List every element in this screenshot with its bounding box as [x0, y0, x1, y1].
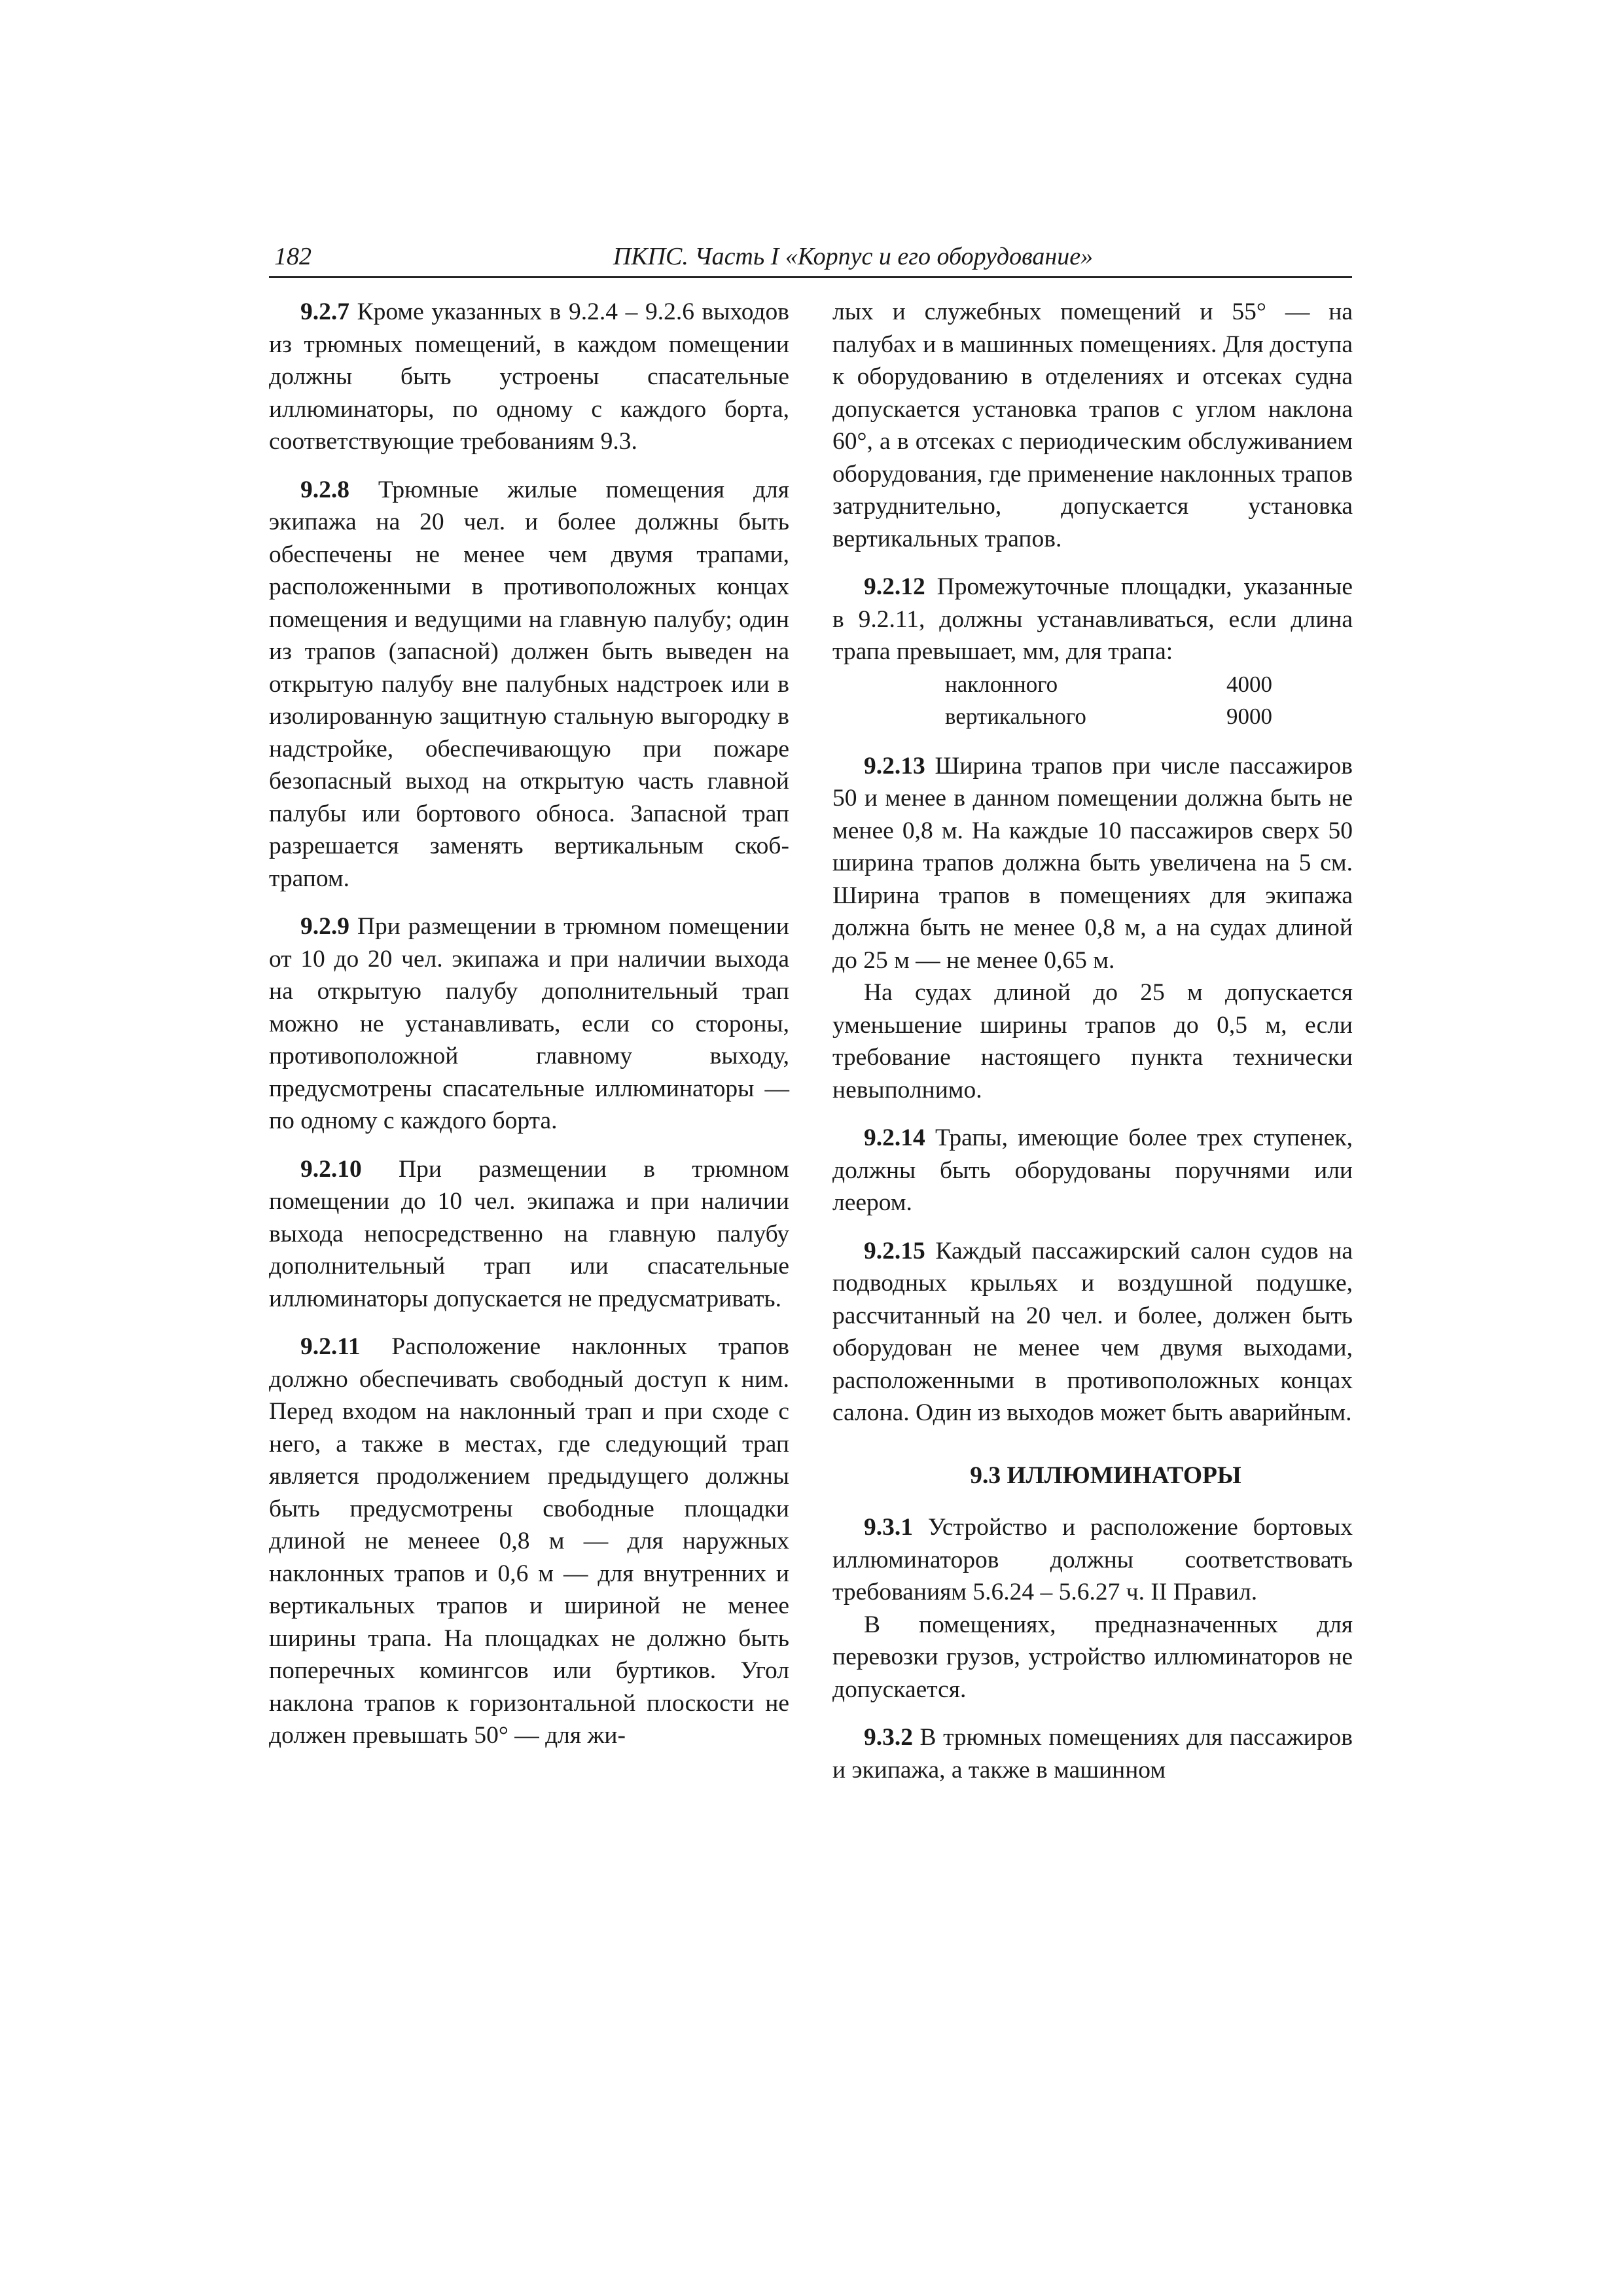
clause-text: Каждый пассажирский салон судов на подводных крыльях и воздушной подушке, рассчитанный на 20 чел. и более, должен быть оборудован не менее чем двумя выходами, расположенными в противоположных концах салона. Один из выходов может быть аварийным.: [832, 1237, 1353, 1426]
paragraph-9-2-8: [269, 474, 789, 895]
paragraph-9-2-12: [832, 571, 1353, 668]
running-title: ПКПС. Часть I «Корпус и его оборудование»: [613, 243, 1094, 270]
clause-number: 9.2.12: [864, 573, 925, 600]
table-row: [832, 700, 1272, 733]
clause-number: 9.2.7: [300, 298, 349, 325]
trap-type: вертикального: [945, 704, 1086, 729]
page-number: 182: [274, 243, 312, 270]
right-column: [832, 296, 1353, 1802]
clause-text: Промежуточные площадки, указанные в 9.2.11, должны устанавливаться, если длина трапа превышает, мм, для трапа:: [832, 573, 1353, 665]
left-column: [269, 296, 789, 1768]
clause-number: 9.2.11: [300, 1333, 361, 1360]
clause-text: Кроме указанных в 9.2.4 – 9.2.6 выходов из трюмных помещений, в каждом помещении должны быть устроены спасательные иллюминаторы, по одному с каждого борта, соответствующие требованиям 9.3.: [269, 298, 789, 455]
trap-length: 4000: [1226, 671, 1272, 697]
trap-length-table: [832, 668, 1272, 733]
clause-number: 9.2.9: [300, 913, 349, 940]
paragraph-9-2-7: [269, 296, 789, 458]
clause-text: Ширина трапов при числе пассажиров 50 и менее в данном помещении должна быть не менее 0,8 м. На каждые 10 пассажиров сверх 50 ширина трапов должна быть увеличена на 5 см. Ширина трапов в помещениях для экипажа должна быть не менее 0,8 м, а на судах длиной до 25 м — не менее 0,65 м.: [832, 752, 1353, 974]
trap-type: наклонного: [945, 671, 1058, 697]
paragraph-9-2-13-b: На судах длиной до 25 м допускается уменьшение ширины трапов до 0,5 м, если требование настоящего пункта технически невыполнимо.: [832, 979, 1353, 1103]
clause-number: 9.2.14: [864, 1124, 925, 1151]
paragraph-9-3-2: [832, 1721, 1353, 1786]
clause-number: 9.3.2: [864, 1724, 913, 1751]
clause-number: 9.2.8: [300, 476, 349, 503]
paragraph-9-2-11: [269, 1331, 789, 1752]
paragraph-9-2-14: [832, 1122, 1353, 1219]
table-row: [832, 668, 1272, 701]
clause-text: Расположение наклонных трапов должно обеспечивать свободный доступ к ним. Перед входом на наклонный трап и при сходе с него, а также в местах, где следующий трап является продолжением предыдущего должны быть предусмотрены свободные площадки длиной не менеее 0,8 м — для наружных наклонных трапов и 0,6 м — для внутренних и вертикальных трапов и шириной не менее ширины трапа. На площадках не должно быть поперечных комингсов или буртиков. Угол наклона трапов к горизонтальной плоскости не должен превышать 50° — для жи-: [269, 1333, 789, 1749]
clause-text: Трюмные жилые помещения для экипажа на 20 чел. и более должны быть обеспечены не менее чем двумя трапами, расположенными в противоположных концах помещения и ведущими на главную палубу; один из трапов (запасной) должен быть выведен на открытую палубу вне палубных надстроек или в изолированную защитную стальную выгородку в надстройке, обеспечивающую при пожаре безопасный выход на открытую часть главной палубы или бортового обноса. Запасной трап разрешается заменять вертикальным скоб-трапом.: [269, 476, 789, 892]
running-header: [269, 236, 1352, 278]
clause-text: Устройство и расположение бортовых иллюминаторов должны соответствовать требованиям 5.6.24 – 5.6.27 ч. II Правил.: [832, 1514, 1353, 1605]
clause-number: 9.2.10: [300, 1155, 362, 1183]
paragraph-9-2-15: [832, 1235, 1353, 1429]
clause-text: При размещении в трюмном помещении до 10 чел. экипажа и при наличии выхода непосредственно на главную палубу дополнительный трап или спасательные иллюминаторы допускается не предусматривать.: [269, 1155, 789, 1312]
clause-text: При размещении в трюмном помещении от 10 до 20 чел. экипажа и при наличии выхода на открытую палубу дополнительный трап можно не устанавливать, если со стороны, противоположной главному выходу, предусмотрены спасательные иллюминаторы — по одному с каждого борта.: [269, 913, 789, 1134]
trap-length: 9000: [1226, 704, 1272, 729]
paragraph-9-3-1: [832, 1511, 1353, 1609]
paragraph-9-2-13: [832, 750, 1353, 977]
clause-number: 9.2.13: [864, 752, 925, 780]
clause-text: Трапы, имеющие более трех ступенек, должны быть оборудованы поручнями или леером.: [832, 1124, 1353, 1216]
clause-text: В трюмных помещениях для пассажиров и экипажа, а также в машинном: [832, 1724, 1353, 1784]
clause-number: 9.2.15: [864, 1237, 925, 1265]
section-heading: 9.3 ИЛЛЮМИНАТОРЫ: [970, 1462, 1241, 1489]
paragraph-9-2-10: [269, 1153, 789, 1316]
paragraph-9-2-9: [269, 910, 789, 1138]
paragraph-9-2-11-continued: лых и служебных помещений и 55° — на палубах и в машинных помещениях. Для доступа к оборудованию в отделениях и отсеках судна допускается установка трапов с углом наклона 60°, а в отсеках с периодическим обслуживанием оборудования, где применение наклонных трапов затруднительно, допускается установка вертикальных трапов.: [832, 298, 1353, 552]
clause-number: 9.3.1: [864, 1514, 913, 1541]
paragraph-9-3-1-b: В помещениях, предназначенных для перевозки грузов, устройство иллюминаторов не допускается.: [832, 1611, 1353, 1703]
